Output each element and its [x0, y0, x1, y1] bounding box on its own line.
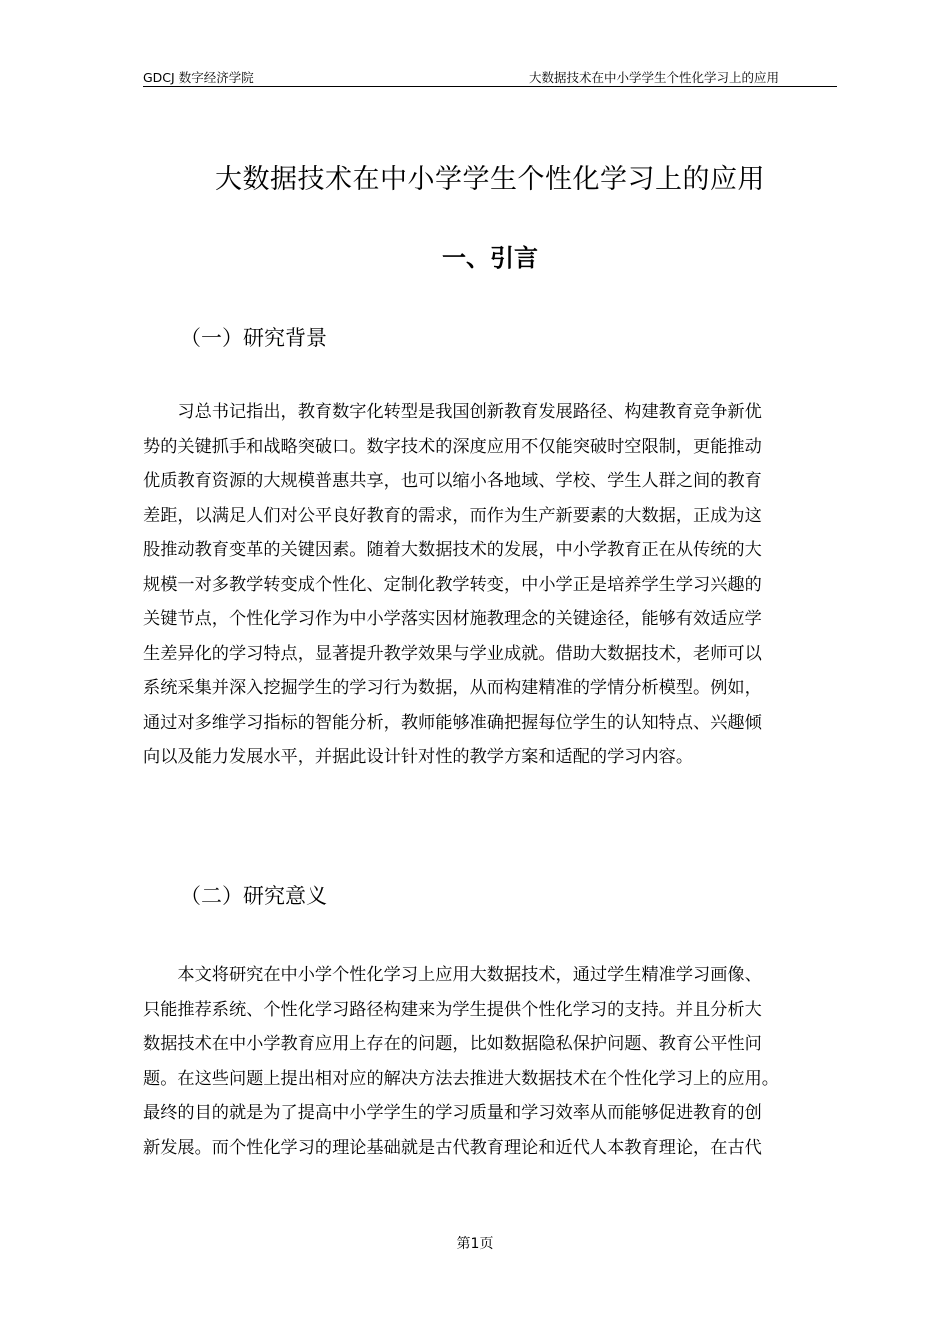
paragraph-line: 题。在这些问题上提出相对应的解决方法去推进大数据技术在个性化学习上的应用。	[143, 1068, 779, 1089]
paragraph-line: 关键节点，个性化学习作为中小学落实因材施教理念的关键途径，能够有效适应学	[143, 609, 762, 629]
paragraph-line: 规模一对多教学转变成个性化、定制化教学转变，中小学正是培养学生学习兴趣的	[143, 574, 762, 595]
page-header	[143, 68, 837, 87]
document-title: 大数据技术在中小学学生个性化学习上的应用	[215, 164, 765, 195]
paragraph-line: 数据技术在中小学教育应用上存在的问题，比如数据隐私保护问题、教育公平性问	[143, 1034, 762, 1054]
paragraph-line: 优质教育资源的大规模普惠共享，也可以缩小各地域、学校、学生人群之间的教育	[143, 471, 762, 491]
subsection-heading-significance: （二）研究意义	[180, 884, 327, 908]
paragraph-line: 本文将研究在中小学个性化学习上应用大数据技术，通过学生精准学习画像、	[143, 965, 762, 985]
subsection-heading-background: （一）研究背景	[180, 326, 327, 350]
paragraph-line: 系统采集并深入挖掘学生的学习行为数据，从而构建精准的学情分析模型。例如，	[143, 678, 762, 698]
page-number: 第1页	[456, 1236, 494, 1252]
paragraph-line: 通过对多维学习指标的智能分析，教师能够准确把握每位学生的认知特点、兴趣倾	[143, 712, 762, 733]
paragraph-line: 习总书记指出，教育数字化转型是我国创新教育发展路径、构建教育竞争新优	[143, 402, 762, 422]
paragraph-line: 最终的目的就是为了提高中小学学生的学习质量和学习效率从而能够促进教育的创	[143, 1103, 762, 1123]
header-right-text: 大数据技术在中小学学生个性化学习上的应用	[528, 70, 779, 85]
paragraph-line: 股推动教育变革的关键因素。随着大数据技术的发展，中小学教育正在从传统的大	[143, 540, 762, 560]
paragraph-line: 向以及能力发展水平，并据此设计针对性的教学方案和适配的学习内容。	[143, 747, 694, 767]
paragraph-line: 只能推荐系统、个性化学习路径构建来为学生提供个性化学习的支持。并且分析大	[143, 999, 762, 1020]
paragraph-line: 生差异化的学习特点，显著提升教学效果与学业成就。借助大数据技术，老师可以	[143, 643, 762, 664]
paragraph-line: 新发展。而个性化学习的理论基础就是古代教育理论和近代人本教育理论，在古代	[143, 1137, 762, 1158]
paragraph-significance	[143, 958, 837, 1165]
paragraph-line: 差距，以满足人们对公平良好教育的需求，而作为生产新要素的大数据，正成为这	[143, 505, 762, 526]
paragraph-line: 势的关键抓手和战略突破口。数字技术的深度应用不仅能突破时空限制，更能推动	[143, 436, 762, 457]
paragraph-background	[143, 395, 837, 775]
header-left-text: GDCJ 数字经济学院	[143, 70, 254, 85]
section-heading-introduction: 一、引言	[442, 244, 538, 272]
